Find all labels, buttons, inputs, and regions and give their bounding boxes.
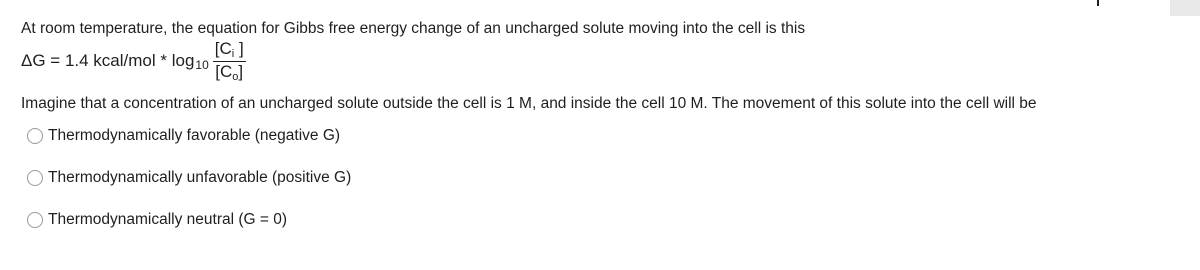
radio-button[interactable] [27,128,43,144]
numerator-open: [C [214,38,232,58]
option-favorable[interactable] [27,126,351,146]
option-label[interactable]: Thermodynamically favorable (negative G) [48,127,341,144]
denominator-open: [C [215,61,233,81]
option-unfavorable[interactable] [27,168,351,188]
gibbs-equation [21,36,246,86]
option-label[interactable]: Thermodynamically neutral (G = 0) [48,211,288,228]
equation-prefix: ΔG = 1.4 kcal/mol * log [21,51,195,70]
prompt-text: Imagine that a concentration of an uncharged solute outside the cell is 1 M, and inside the cell 10 M. The movement of this solute into the cell will be [21,95,1037,112]
denominator-close: ] [238,61,244,81]
numerator-subscript: i [231,47,235,60]
scroll-marker [1097,0,1099,6]
question-text: At room temperature, the equation for Gibbs free energy change of an uncharged solute moving into the cell is this [21,20,806,37]
scrollbar-corner[interactable] [1170,0,1200,16]
answer-options [27,126,351,252]
log-base: 10 [195,58,209,72]
fraction-denominator [213,62,245,84]
option-neutral[interactable] [27,210,351,230]
concentration-fraction [213,39,246,84]
numerator-close: ] [234,38,244,58]
fraction-numerator [213,39,246,61]
denominator-subscript: o [232,70,239,83]
radio-button[interactable] [27,170,43,186]
option-label[interactable]: Thermodynamically unfavorable (positive G) [48,169,352,186]
radio-button[interactable] [27,212,43,228]
